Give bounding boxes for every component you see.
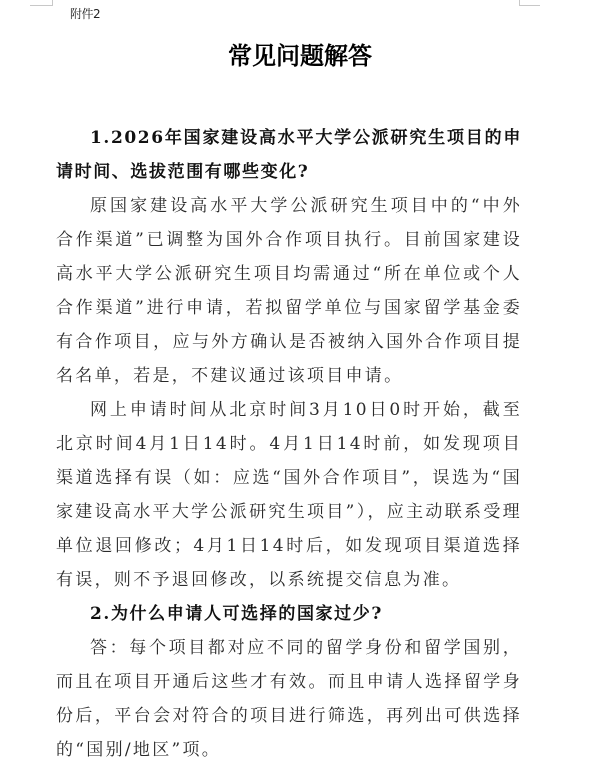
faq-answer-1-paragraph-1: 原国家建设高水平大学公派研究生项目中的“中外合作渠道”已调整为国外合作项目执行。目前国家建设高水平大学公派研究生项目均需通过“所在单位或个人合作渠道”进行申请，若拟留学单位与国家留学基金委有合作项目，应与外方确认是否被纳入国外合作项目提名名单，若是，不建议通过该项目申请。 xyxy=(56,196,522,386)
faq-answer-1-paragraph-2: 网上申请时间从北京时间3月10日0时开始，截至北京时间4月1日14时。4月1日14时前，如发现项目渠道选择有误（如：应选“国外合作项目”，误选为“国家建设高水平大学公派研究生项目”），应主动联系受理单位退回修改；4月1日14时后，如发现项目渠道选择有误，则不予退回修改，以系统提交信息为准。 xyxy=(56,400,522,590)
faq-question-2: 2.为什么申请人可选择的国家过少? xyxy=(90,604,383,624)
page-corner-mark-right xyxy=(519,0,540,6)
faq-section-2 xyxy=(56,597,522,767)
faq-question-1: 1.2026年国家建设高水平大学公派研究生项目的申请时间、选拔范围有哪些变化? xyxy=(56,128,522,182)
faq-section-1 xyxy=(56,121,522,597)
page-corner-mark-left xyxy=(30,0,53,6)
document-body xyxy=(56,121,522,767)
attachment-label: 附件2 xyxy=(70,7,101,21)
faq-answer-2-paragraph-1: 答：每个项目都对应不同的留学身份和留学国别，而且在项目开通后这些才有效。而且申请人选择留学身份后，平台会对符合的项目进行筛选，再列出可供选择的“国别/地区”项。 xyxy=(56,638,522,760)
document-title: 常见问题解答 xyxy=(228,42,372,70)
